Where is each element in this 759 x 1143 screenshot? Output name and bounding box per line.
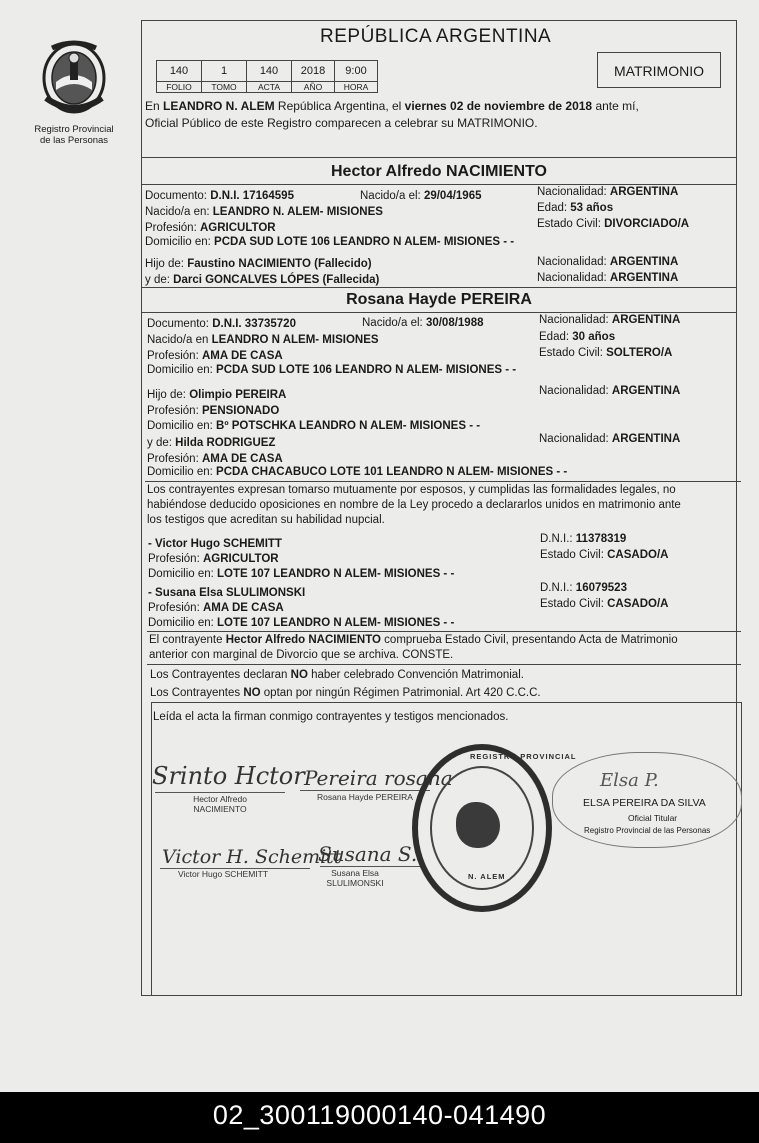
witness1-signature: Victor H. Schemitt xyxy=(162,846,342,868)
bride-father-nationality: Nacionalidad: ARGENTINA xyxy=(539,385,681,397)
bride-signature: Pereira rosana xyxy=(304,766,453,790)
scan-footer-bar xyxy=(0,1092,759,1143)
groom-father-nationality: Nacionalidad: ARGENTINA xyxy=(537,256,679,268)
groom-profession: Profesión: AGRICULTOR xyxy=(145,222,276,234)
bride-mother-address: Domicilio en: PCDA CHACABUCO LOTE 101 LEANDRO N ALEM- MISIONES - - xyxy=(147,466,568,478)
groom-signature: Srinto Hctor xyxy=(152,762,305,790)
folio-value: 140 xyxy=(157,61,202,82)
witness1-signature-caption: Victor Hugo SCHEMITT xyxy=(177,869,269,879)
witness1-civil-status: Estado Civil: CASADO/A xyxy=(540,549,669,561)
witness2-profession: Profesión: AMA DE CASA xyxy=(148,602,284,614)
bride-mother-profession: Profesión: AMA DE CASA xyxy=(147,453,283,465)
witness2-signature-caption1: Susana Elsa xyxy=(331,868,379,878)
intro-line1: En LEANDRO N. ALEM República Argentina, el viernes 02 de noviembre de 2018 ante mí, xyxy=(145,99,639,113)
bride-mother-nationality: Nacionalidad: ARGENTINA xyxy=(539,433,681,445)
acta-value: 140 xyxy=(247,61,292,82)
bride-civil-status: Estado Civil: SOLTERO/A xyxy=(539,347,673,359)
logo-label-line1: Registro Provincial xyxy=(34,124,114,135)
officer-name: ELSA PEREIRA DA SILVA xyxy=(583,797,706,809)
groom-address: Domicilio en: PCDA SUD LOTE 106 LEANDRO N ALEM- MISIONES - - xyxy=(145,236,515,248)
groom-mother: y de: Darci GONCALVES LÓPES (Fallecida) xyxy=(145,274,380,286)
groom-signature-caption1: Hector Alfredo xyxy=(193,794,247,804)
bride-document: Documento: D.N.I. 33735720 xyxy=(147,318,296,330)
groom-document: Documento: D.N.I. 17164595 xyxy=(145,190,294,202)
document-title: REPÚBLICA ARGENTINA xyxy=(320,26,552,47)
bride-birthdate: Nacido/a el: 30/08/1988 xyxy=(362,317,484,329)
document-type-box: MATRIMONIO xyxy=(597,52,721,88)
officer-office: Registro Provincial de las Personas xyxy=(584,826,711,835)
hora-label: HORA xyxy=(335,82,378,93)
tomo-value: 1 xyxy=(202,61,247,82)
note-convention: Los Contrayentes declaran NO haber celebrado Convención Matrimonial. xyxy=(150,669,524,681)
officer-role: Oficial Titular xyxy=(628,813,678,823)
bride-profession: Profesión: AMA DE CASA xyxy=(147,350,283,362)
witness1-profession: Profesión: AGRICULTOR xyxy=(148,553,279,565)
intro-line2: Oficial Público de este Registro comparecen a celebrar su MATRIMONIO. xyxy=(145,116,538,130)
bride-father: Hijo de: Olimpio PEREIRA xyxy=(147,389,287,401)
logo-label-line2: de las Personas xyxy=(39,135,109,146)
tomo-label: TOMO xyxy=(202,82,247,93)
closing-statement: Leída el acta la firman conmigo contrayentes y testigos mencionados. xyxy=(153,711,509,723)
groom-signature-caption2: NACIMIENTO xyxy=(193,804,247,814)
declaration-line2: habiéndose deducido oposiciones en nombre de la Ley procedo a declararlos unidos en matrimonio ante xyxy=(147,499,681,511)
seal-lettering: REGISTRO PROVINCIAL xyxy=(470,752,577,761)
bride-signature-caption: Rosana Hayde PEREIRA xyxy=(317,792,413,802)
hora-value: 9:00 xyxy=(335,61,378,82)
declaration-line1: Los contrayentes expresan tomarso mutuamente por esposos, y cumplidas las formalidades legales, no xyxy=(147,484,676,496)
bride-nationality: Nacionalidad: ARGENTINA xyxy=(539,314,681,326)
bride-father-profession: Profesión: PENSIONADO xyxy=(147,405,280,417)
witness2-signature: Susana S. xyxy=(318,842,418,866)
witness2-address: Domicilio en: LOTE 107 LEANDRO N ALEM- MISIONES - - xyxy=(148,617,455,629)
groom-father: Hijo de: Faustino NACIMIENTO (Fallecido) xyxy=(145,258,372,270)
bride-name: Rosana Hayde PEREIRA xyxy=(346,291,532,308)
registry-table xyxy=(156,60,378,93)
coat-of-arms-logo xyxy=(36,38,112,122)
witness1-address: Domicilio en: LOTE 107 LEANDRO N ALEM- MISIONES - - xyxy=(148,568,455,580)
officer-signature: Elsa P. xyxy=(600,770,659,791)
groom-birthplace: Nacido/a en: LEANDRO N. ALEM- MISIONES xyxy=(145,206,383,218)
ano-value: 2018 xyxy=(292,61,335,82)
seal-lettering-bottom: N. ALEM xyxy=(468,872,506,881)
groom-nationality: Nacionalidad: ARGENTINA xyxy=(537,186,679,198)
note-divorce-line2: anterior con marginal de Divorcio que se archiva. CONSTE. xyxy=(149,649,454,661)
bride-age: Edad: 30 años xyxy=(539,331,616,343)
groom-mother-nationality: Nacionalidad: ARGENTINA xyxy=(537,272,679,284)
declaration-line3: los testigos que acreditan su habilidad nupcial. xyxy=(147,514,385,526)
witness2-dni: D.N.I.: 16079523 xyxy=(540,582,627,594)
witness2-name: - Susana Elsa SLULIMONSKI xyxy=(148,587,306,599)
groom-age: Edad: 53 años xyxy=(537,202,614,214)
witness2-civil-status: Estado Civil: CASADO/A xyxy=(540,598,669,610)
acta-label: ACTA xyxy=(247,82,292,93)
folio-label: FOLIO xyxy=(157,82,202,93)
bride-birthplace: Nacido/a en LEANDRO N ALEM- MISIONES xyxy=(147,334,379,346)
bride-mother: y de: Hilda RODRIGUEZ xyxy=(147,437,276,449)
bride-address: Domicilio en: PCDA SUD LOTE 106 LEANDRO N ALEM- MISIONES - - xyxy=(147,364,517,376)
groom-birthdate: Nacido/a el: 29/04/1965 xyxy=(360,190,482,202)
document-code: 02_300119000140-041490 xyxy=(212,1100,547,1130)
bride-father-address: Domicilio en: Bº POTSCHKA LEANDRO N ALEM- MISIONES - - xyxy=(147,420,481,432)
note-divorce-line1: El contrayente Hector Alfredo NACIMIENTO comprueba Estado Civil, presentando Acta de Matrimonio xyxy=(149,634,678,646)
witness2-signature-caption2: SLULIMONSKI xyxy=(326,878,384,888)
witness1-name: - Victor Hugo SCHEMITT xyxy=(148,538,282,550)
note-regime: Los Contrayentes NO optan por ningún Régimen Patrimonial. Art 420 C.C.C. xyxy=(150,687,541,699)
groom-name: Hector Alfredo NACIMIENTO xyxy=(330,163,547,180)
witness1-dni: D.N.I.: 11378319 xyxy=(540,533,627,545)
seal-emblem xyxy=(456,802,500,848)
groom-civil-status: Estado Civil: DIVORCIADO/A xyxy=(537,218,690,230)
ano-label: AÑO xyxy=(292,82,335,93)
